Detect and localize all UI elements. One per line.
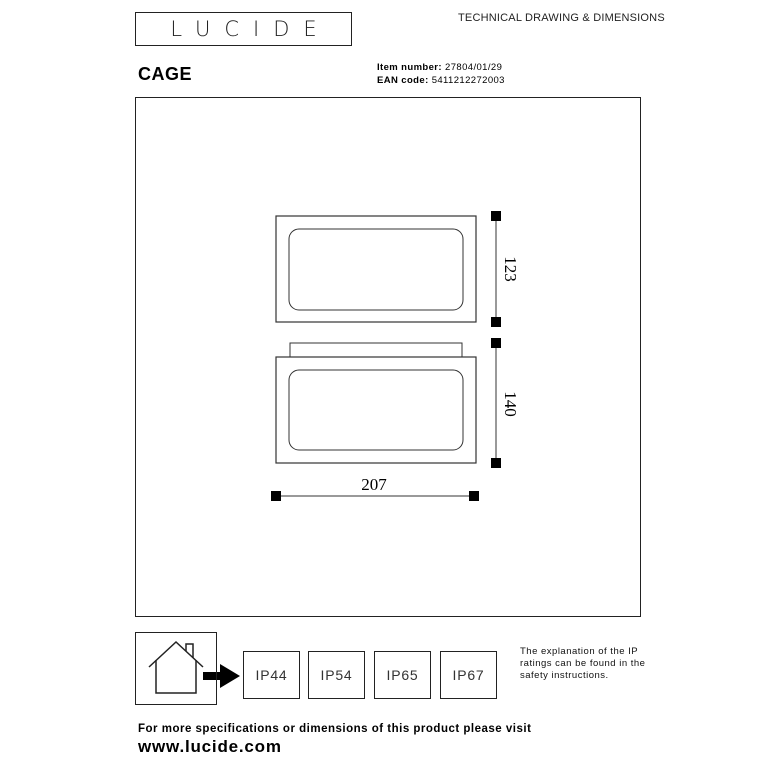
ip-rating-ip65: IP65 (374, 651, 431, 699)
footer-text: For more specifications or dimensions of this product please visit (138, 723, 532, 735)
document-title: TECHNICAL DRAWING & DIMENSIONS (458, 12, 665, 24)
house-box (135, 632, 217, 705)
logo-text: LUCIDE (170, 17, 331, 41)
ip-rating-ip44: IP44 (243, 651, 300, 699)
ip-explanation-note: The explanation of the IP ratings can be found in the safety instructions. (520, 646, 646, 681)
ean-value: 5411212272003 (431, 75, 505, 86)
lamp-front-view (276, 343, 476, 463)
lamp-top-view (276, 216, 476, 322)
dimension-top-height (491, 211, 501, 327)
item-number-label: Item number: (377, 62, 442, 73)
ean-label: EAN code: (377, 75, 429, 86)
item-number-value: 27804/01/29 (445, 62, 503, 73)
label-width: 207 (361, 475, 387, 494)
dimension-bottom-height (491, 338, 501, 468)
product-name: CAGE (138, 64, 193, 84)
label-bottom-height: 140 (501, 391, 520, 417)
ip-rating-ip67: IP67 (440, 651, 497, 699)
label-top-height: 123 (501, 256, 520, 282)
footer-url-link[interactable]: www.lucide.com (138, 737, 282, 756)
ip-rating-ip54: IP54 (308, 651, 365, 699)
